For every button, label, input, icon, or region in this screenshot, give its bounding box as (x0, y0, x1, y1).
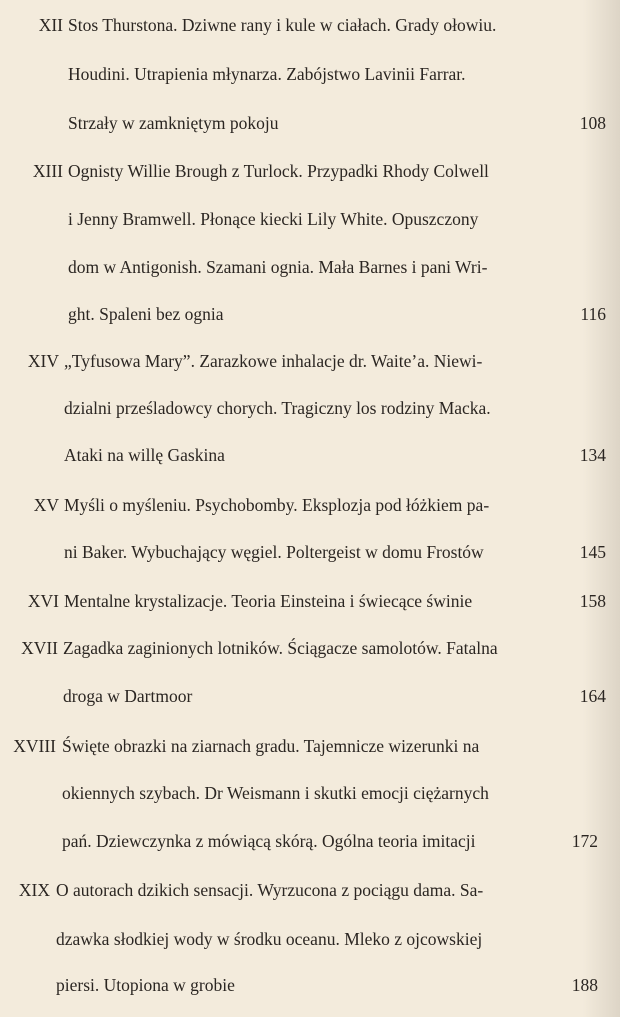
entry-text-line: dzialni prześladowcy chorych. Tragiczny los rodziny Macka. (64, 398, 491, 418)
page-number: 172 (571, 831, 598, 851)
chapter-number: XVII (21, 638, 58, 658)
chapter-number: XV (33, 495, 59, 515)
page-number: 145 (579, 542, 606, 562)
entry-text-line: Stos Thurstona. Dziwne rany i kule w ciałach. Grady ołowiu. (68, 15, 497, 35)
page-number: 164 (579, 686, 606, 706)
chapter-number: XVI (27, 591, 59, 611)
entry-text-line: „Tyfusowa Mary”. Zarazkowe inhalacje dr. Waite’a. Niewi- (64, 351, 483, 371)
entry-text-line: i Jenny Bramwell. Płonące kiecki Lily White. Opuszczony (68, 209, 479, 229)
page-number: 158 (579, 591, 606, 611)
entry-text-line: Zagadka zaginionych lotników. Ściągacze samolotów. Fatalna (63, 638, 498, 658)
page-number: 188 (571, 975, 598, 995)
entry-text-line: Houdini. Utrapienia młynarza. Zabójstwo Lavinii Farrar. (68, 64, 466, 84)
entry-text-line: droga w Dartmoor (63, 686, 193, 706)
chapter-number: XVIII (13, 736, 56, 756)
chapter-number: XIV (27, 351, 59, 371)
chapter-number: XIII (32, 161, 63, 181)
chapter-number: XIX (18, 880, 50, 900)
entry-text-line: O autorach dzikich sensacji. Wyrzucona z pociągu dama. Sa- (56, 880, 484, 900)
page-number: 108 (579, 113, 606, 133)
entry-text-line: dzawka słodkiej wody w środku oceanu. Mleko z ojcowskiej (56, 929, 483, 949)
entry-text-line: okiennych szybach. Dr Weismann i skutki emocji ciężarnych (62, 783, 489, 803)
page-number: 116 (580, 304, 606, 324)
page-number: 134 (579, 445, 606, 465)
entry-text-line: Myśli o myśleniu. Psychobomby. Eksplozja pod łóżkiem pa- (64, 495, 490, 515)
entry-text-line: ght. Spaleni bez ognia (68, 304, 224, 324)
entry-text-line: Strzały w zamkniętym pokoju (68, 113, 279, 133)
entry-text-line: Ataki na willę Gaskina (64, 445, 225, 465)
entry-text-line: dom w Antigonish. Szamani ognia. Mała Barnes i pani Wri- (68, 257, 488, 277)
entry-text-line: pań. Dziewczynka z mówiącą skórą. Ogólna teoria imitacji (62, 831, 476, 851)
entry-text-line: Święte obrazki na ziarnach gradu. Tajemnicze wizerunki na (62, 736, 480, 756)
entry-text-line: ni Baker. Wybuchający węgiel. Poltergeist w domu Frostów (64, 542, 484, 562)
chapter-number: XII (38, 15, 63, 35)
entry-text-line: Mentalne krystalizacje. Teoria Einsteina i świecące świnie (64, 591, 473, 611)
entry-text-line: piersi. Utopiona w grobie (56, 975, 235, 995)
entry-text-line: Ognisty Willie Brough z Turlock. Przypadki Rhody Colwell (68, 161, 489, 181)
